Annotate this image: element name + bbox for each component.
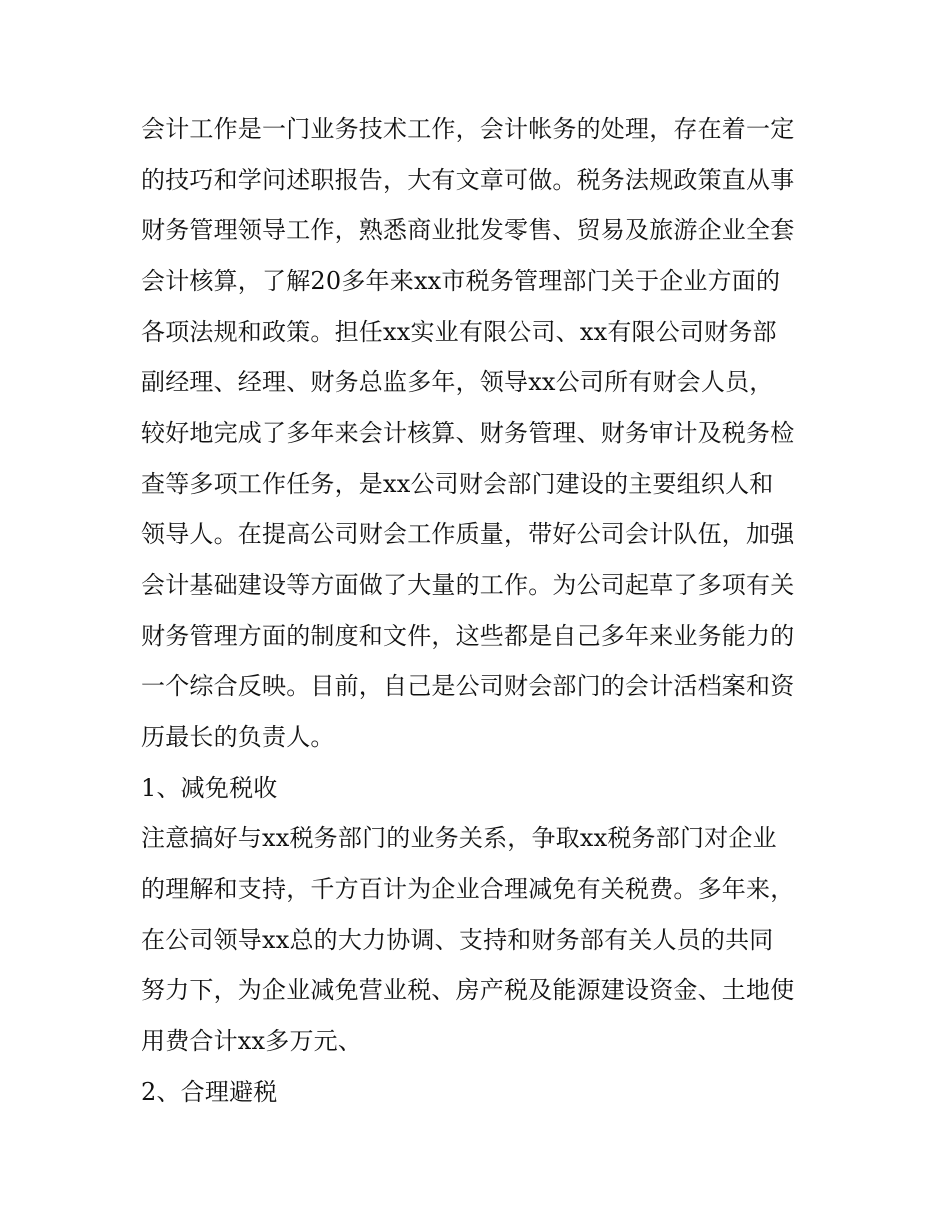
paragraph-line: 副经理、经理、财务总监多年，领导xx公司所有财会人员， [141,368,774,396]
paragraph-line: 会计基础建设等方面做了大量的工作。为公司起草了多项有关 [141,571,795,599]
paragraph-line: 各项法规和政策。担任xx实业有限公司、xx有限公司财务部 [141,318,777,346]
paragraph-line: 查等多项工作任务，是xx公司财会部门建设的主要组织人和 [141,470,774,498]
paragraph-line: 领导人。在提高公司财会工作质量，带好公司会计队伍，加强 [141,520,795,548]
paragraph-line: 在公司领导xx总的大力协调、支持和财务部有关人员的共同 [141,926,774,954]
paragraph-line: 会计工作是一门业务技术工作，会计帐务的处理，存在着一定 [141,115,795,143]
paragraph-line: 财务管理方面的制度和文件，这些都是自己多年来业务能力的 [141,622,795,650]
paragraph-line: 的理解和支持，千方百计为企业合理减免有关税费。多年来， [141,875,795,903]
paragraph-line: 会计核算，了解20多年来xx市税务管理部门关于企业方面的 [141,267,781,295]
section-heading: 2、合理避税 [141,1078,278,1106]
paragraph-line: 历最长的负责人。 [141,723,335,751]
paragraph-line: 较好地完成了多年来会计核算、财务管理、财务审计及税务检 [141,419,795,447]
paragraph-line: 的技巧和学问述职报告，大有文章可做。税务法规政策直从事 [141,166,795,194]
paragraph-line: 一个综合反映。目前，自己是公司财会部门的会计活档案和资 [141,672,795,700]
paragraph-line: 用费合计xx多万元、 [141,1027,363,1055]
paragraph-line: 注意搞好与xx税务部门的业务关系，争取xx税务部门对企业 [141,824,777,852]
paragraph-line: 努力下，为企业减免营业税、房产税及能源建设资金、土地使 [141,976,795,1004]
section-heading: 1、减免税收 [141,774,278,802]
paragraph-line: 财务管理领导工作，熟悉商业批发零售、贸易及旅游企业全套 [141,216,795,244]
